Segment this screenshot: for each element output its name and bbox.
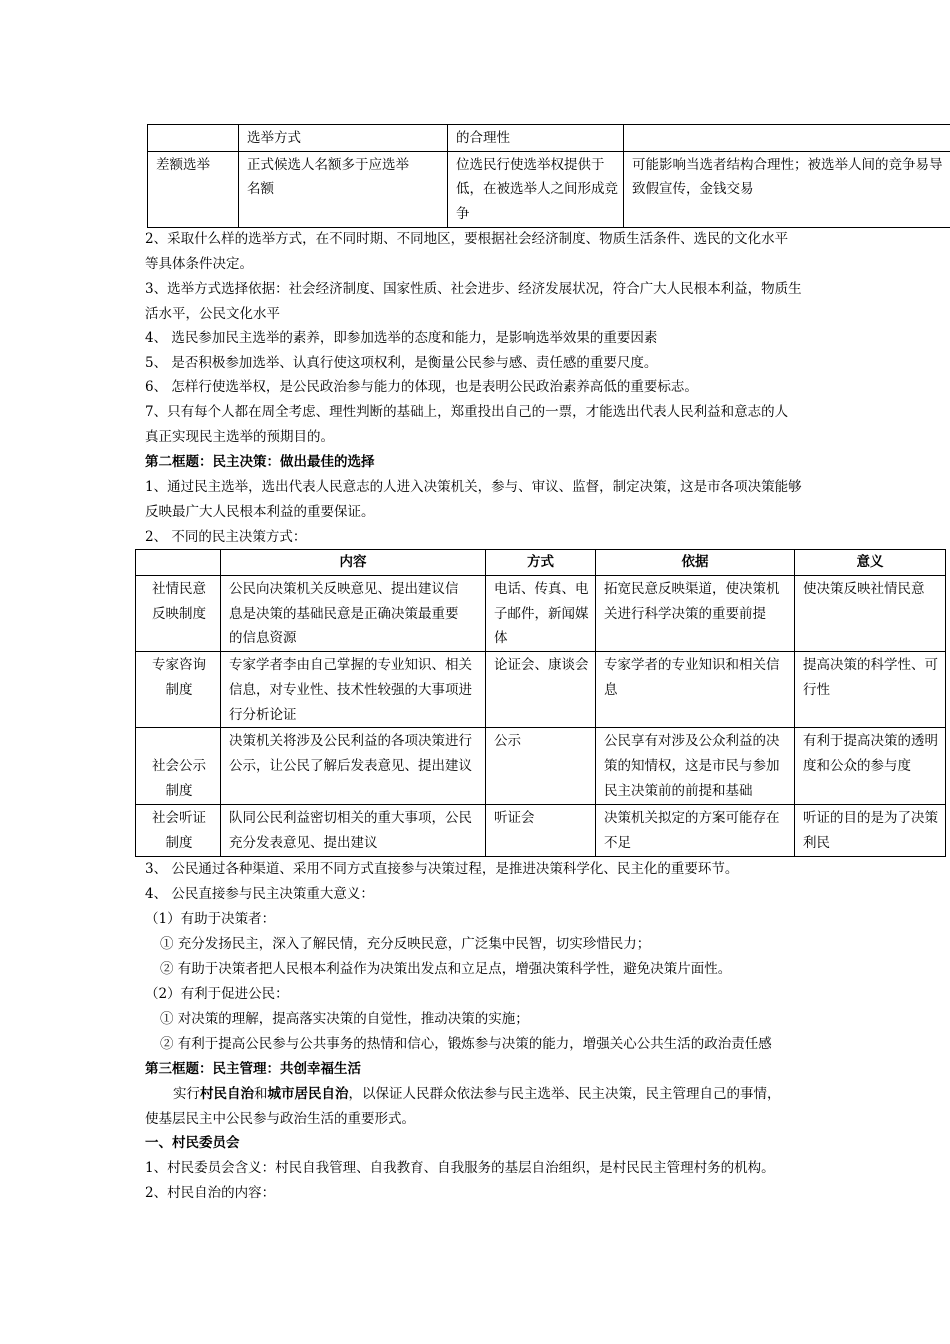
list-item: ① 充分发扬民主，深入了解民情，充分反映民意，广泛集中民智，切实珍惜民力； — [160, 936, 651, 952]
table-cell — [596, 576, 795, 652]
table-cell — [596, 805, 795, 856]
intro-text: ，以保证人民群众依法参与民主选举、民主决策，民主管理自己的事情， — [348, 1086, 781, 1102]
table-cell — [239, 151, 448, 227]
list-item: ① 对决策的理解，提高落实决策的自觉性，推动决策的实施； — [160, 1011, 529, 1027]
table-header-row — [136, 550, 946, 576]
intro-bold-term: 城市居民自治 — [267, 1086, 349, 1102]
table-cell — [795, 805, 946, 856]
intro-paragraph — [173, 1082, 781, 1107]
paragraph: 6、 怎样行使选举权，是公民政治参与能力的体现，也是表明公民政治素养高低的重要标志。 — [145, 379, 698, 395]
table-cell — [221, 805, 486, 856]
paragraph: 1、通过民主选举，选出代表人民意志的人进入决策机关，参与、审议、监督，制定决策，这是市各项决策能够 — [145, 479, 802, 495]
table-cell — [136, 728, 221, 805]
table-cell — [795, 652, 946, 728]
cell-text: 公示 — [494, 733, 521, 750]
table-row — [148, 125, 950, 152]
paragraph: 7、只有每个人都在周全考虑、理性判断的基础上，郑重投出自己的一票，才能选出代表人民利益和意志的人 — [145, 404, 789, 420]
table-cell — [448, 151, 624, 227]
cell-text: 社会公示制度 — [152, 758, 206, 799]
table-row — [136, 805, 946, 856]
table-cell — [486, 805, 596, 856]
table-row — [136, 576, 946, 652]
intro-text: 实行 — [173, 1086, 200, 1102]
column-header — [136, 550, 221, 576]
cell-text: 正式候选人名额多于应选举名额 — [247, 156, 409, 198]
cell-text: 专家咨询制度 — [152, 657, 206, 698]
section-heading: 第三框题：民主管理：共创幸福生活 — [145, 1061, 361, 1077]
cell-text: 使决策反映社情民意 — [803, 581, 925, 597]
paragraph: 等具体条件决定。 — [145, 256, 253, 272]
section-heading: 第二框题：民主决策：做出最佳的选择 — [145, 454, 375, 470]
table-cell — [795, 576, 946, 652]
list-item: ② 有助于决策者把人民根本利益作为决策出发点和立足点，增强决策科学性，避免决策片面性。 — [160, 961, 732, 977]
table-cell — [148, 125, 239, 152]
cell-text: 拓宽民意反映渠道，使决策机关进行科学决策的重要前提 — [604, 581, 780, 622]
cell-text: 社情民意反映制度 — [152, 581, 206, 622]
table-row — [136, 728, 946, 805]
cell-text: 决策机关将涉及公民利益的各项决策进行公示，让公民了解后发表意见、提出建议 — [229, 733, 472, 774]
table-cell — [221, 652, 486, 728]
cell-text: 提高决策的科学性、可行性 — [803, 657, 938, 698]
paragraph: 使基层民主中公民参与政治生活的重要形式。 — [145, 1111, 415, 1127]
paragraph: 4、 选民参加民主选举的素养，即参加选举的态度和能力，是影响选举效果的重要因素 — [145, 330, 658, 346]
table-cell — [624, 125, 950, 152]
column-header: 依据 — [596, 550, 795, 576]
table-row — [148, 151, 950, 227]
table-cell — [221, 576, 486, 652]
paragraph: （1）有助于决策者： — [145, 911, 276, 927]
cell-text: 有利于提高决策的透明度和公众的参与度 — [803, 733, 938, 774]
election-method-table — [147, 124, 950, 228]
cell-text: 专家学者李由自己掌握的专业知识、相关信息，对专业性、技术性较强的大事项进行分析论证 — [229, 657, 472, 723]
paragraph: 真正实现民主选举的预期目的。 — [145, 429, 334, 445]
column-header: 内容 — [221, 550, 486, 576]
cell-text: 位选民行使选举权提供于低，在被选举人之间形成竞争 — [456, 156, 618, 223]
section-heading: 一、村民委员会 — [145, 1135, 240, 1151]
paragraph: 3、 公民通过各种渠道、采用不同方式直接参与决策过程，是推进决策科学化、民主化的重要环节。 — [145, 861, 739, 877]
cell-text: 公民享有对涉及公众利益的决策的知情权，这是市民与参加民主决策前的前提和基础 — [604, 733, 780, 799]
paragraph: （2）有利于促进公民： — [145, 986, 289, 1002]
paragraph: 2、村民自治的内容： — [145, 1185, 276, 1201]
table-cell — [795, 728, 946, 805]
cell-text: 可能影响当选者结构合理性；被选举人间的竞争易导致假宣传，金钱交易 — [632, 156, 943, 198]
paragraph: 4、 公民直接参与民主决策重大意义： — [145, 886, 374, 902]
table-cell — [596, 652, 795, 728]
decision-methods-table — [135, 549, 946, 857]
table-cell — [136, 652, 221, 728]
table-cell: 差额选举 — [148, 151, 239, 227]
table-cell — [624, 151, 950, 227]
paragraph: 2、 不同的民主决策方式： — [145, 529, 307, 545]
paragraph: 5、 是否积极参加选举、认真行使这项权利，是衡量公民参与感、责任感的重要尺度。 — [145, 355, 658, 371]
paragraph: 活水平，公民文化水平 — [145, 306, 280, 322]
table-row — [136, 652, 946, 728]
list-item: ② 有利于提高公民参与公共事务的热情和信心，锻炼参与决策的能力，增强关心公共生活的政治责任感 — [160, 1036, 772, 1052]
table-cell — [136, 576, 221, 652]
paragraph: 3、选举方式选择依据：社会经济制度、国家性质、社会进步、经济发展状况，符合广大人民根本利益，物质生 — [145, 281, 802, 297]
cell-text: 专家学者的专业知识和相关信息 — [604, 657, 780, 698]
table-cell — [486, 728, 596, 805]
cell-text: 听证会 — [494, 810, 535, 827]
cell-text: 电话、传真、电子邮件，新闻媒体 — [494, 581, 589, 647]
table-cell — [486, 576, 596, 652]
table-cell — [221, 728, 486, 805]
table-cell: 的合理性 — [448, 125, 624, 152]
cell-text: 社会听证制度 — [152, 810, 206, 851]
table-cell — [486, 652, 596, 728]
table-cell — [596, 728, 795, 805]
table-cell: 选举方式 — [239, 125, 448, 152]
column-header: 方式 — [486, 550, 596, 576]
intro-text: 和 — [254, 1086, 268, 1102]
paragraph: 1、村民委员会含义：村民自我管理、自我教育、自我服务的基层自治组织，是村民民主管理村务的机构。 — [145, 1160, 775, 1176]
intro-bold-term: 村民自治 — [200, 1086, 254, 1102]
paragraph: 2、采取什么样的选举方式，在不同时期、不同地区，要根据社会经济制度、物质生活条件、选民的文化水平 — [145, 231, 789, 247]
cell-text: 队同公民利益密切相关的重大事项，公民充分发表意见、提出建议 — [229, 810, 472, 851]
cell-text: 听证的目的是为了决策利民 — [803, 810, 938, 851]
paragraph: 反映最广大人民根本利益的重要保证。 — [145, 504, 375, 520]
cell-text: 决策机关拟定的方案可能存在不足 — [604, 810, 780, 851]
column-header: 意义 — [795, 550, 946, 576]
cell-text: 公民向决策机关反映意见、提出建议信息是决策的基础民意是正确决策最重要的信息资源 — [229, 581, 459, 647]
table-cell — [136, 805, 221, 856]
cell-text: 论证会、康谈会 — [494, 657, 589, 674]
